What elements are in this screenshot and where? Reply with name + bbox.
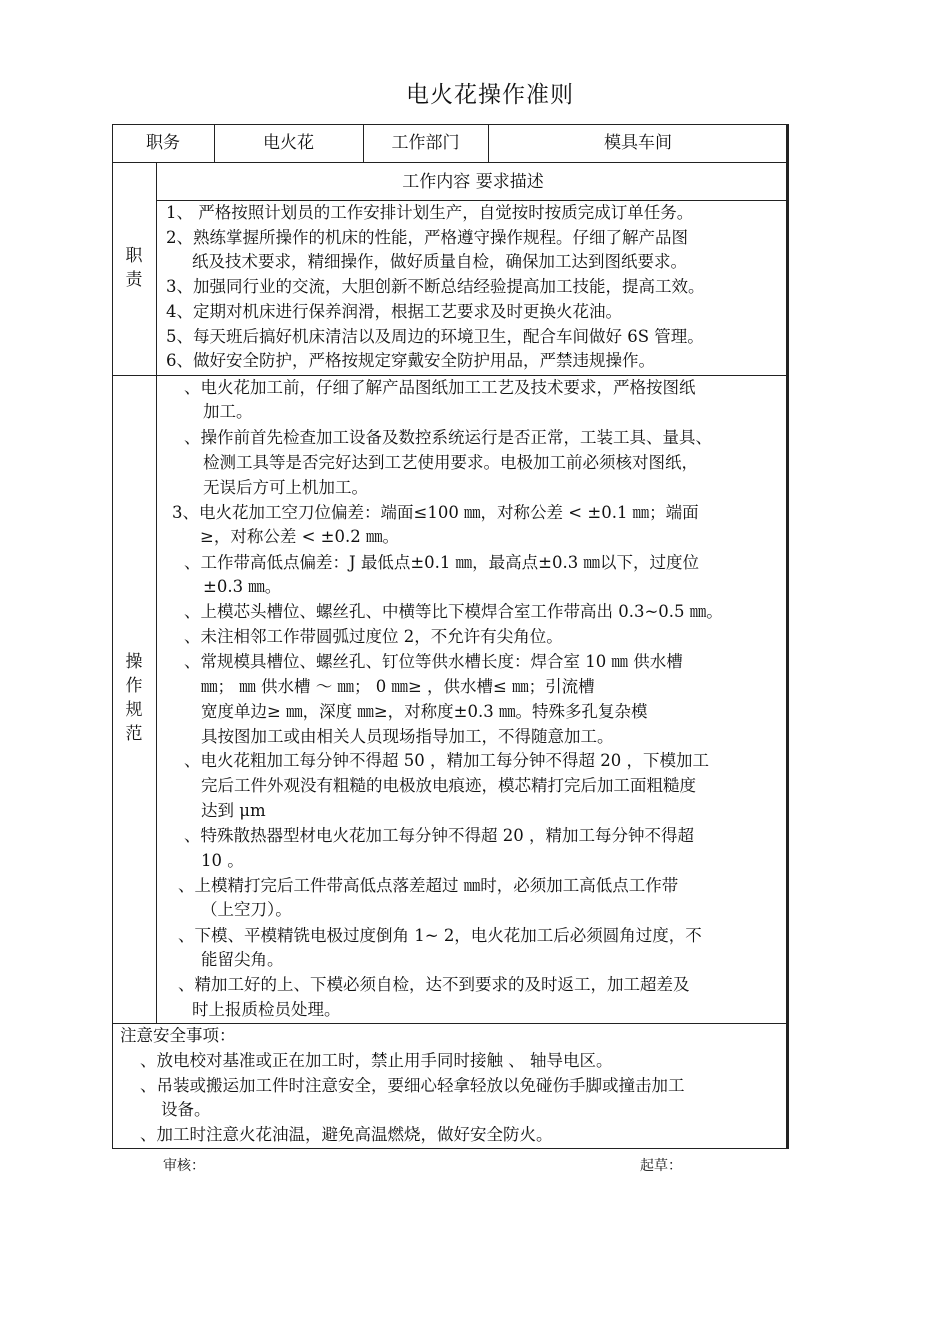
safety-line: 、放电校对基准或正在加工时，禁止用手同时接触 、 轴导电区。 — [140, 1051, 613, 1070]
content-header: 工作内容 要求描述 — [402, 172, 544, 192]
department-value: 模具车间 — [604, 133, 672, 153]
duty-line: 纸及技术要求，精细操作，做好质量自检，确保加工达到图纸要求。 — [192, 252, 687, 271]
ops-line: 、精加工好的上、下模必须自检，达不到要求的及时返工，加工超差及 — [178, 975, 690, 994]
table-rule — [156, 162, 157, 1023]
ops-line: 、未注相邻工作带圆弧过度位 2，不允许有尖角位。 — [184, 627, 563, 646]
ops-line: 、常规模具槽位、螺丝孔、钉位等供水槽长度：焊合室 10 ㎜ 供水槽 — [184, 652, 683, 671]
safety-heading: 注意安全事项： — [120, 1026, 236, 1045]
ops-label-char: 作 — [125, 676, 143, 696]
duty-line: 1、 严格按照计划员的工作安排计划生产，自觉按时按质完成订单任务。 — [166, 203, 694, 222]
table-rule — [157, 200, 789, 201]
ops-line: 10 。 — [201, 851, 244, 870]
duties-label-char: 责 — [125, 270, 143, 290]
ops-line: 时上报质检员处理。 — [192, 1000, 341, 1019]
ops-line: 、电火花粗加工每分钟不得超 50 ，精加工每分钟不得超 20 ，下模加工 — [184, 751, 709, 770]
duty-line: 4、定期对机床进行保养润滑，根据工艺要求及时更换火花油。 — [166, 302, 622, 321]
ops-line: ±0.3 ㎜。 — [203, 577, 282, 596]
ops-line: 3、电火花加工空刀位偏差：端面≤100 ㎜，对称公差 < ±0.1 ㎜；端面 — [172, 503, 699, 522]
ops-line: 、电火花加工前，仔细了解产品图纸加工工艺及技术要求，严格按图纸 — [184, 378, 696, 397]
safety-line: 设备。 — [161, 1100, 211, 1119]
ops-line: 宽度单边≥ ㎜，深度 ㎜≥，对称度±0.3 ㎜。特殊多孔复杂模 — [201, 702, 648, 721]
table-rule — [112, 375, 789, 376]
position-label: 职务 — [146, 133, 180, 153]
ops-line: 达到 μm — [201, 801, 266, 820]
ops-line: 能留尖角。 — [201, 950, 284, 969]
duties-label-char: 职 — [125, 246, 143, 266]
review-label: 审核： — [163, 1158, 205, 1174]
document-title: 电火花操作准则 — [406, 82, 574, 108]
duties-label — [123, 244, 145, 292]
table-rule — [112, 1023, 789, 1024]
ops-line: 、操作前首先检查加工设备及数控系统运行是否正常，工装工具、量具、 — [184, 428, 712, 447]
department-label: 工作部门 — [391, 133, 460, 153]
ops-label-char: 规 — [125, 700, 143, 720]
table-rule — [112, 162, 789, 163]
draft-label: 起草： — [640, 1158, 682, 1174]
duty-line: 2、熟练掌握所操作的机床的性能，严格遵守操作规程。仔细了解产品图 — [166, 228, 688, 247]
ops-line: 无误后方可上机加工。 — [203, 478, 368, 497]
ops-line: ≥，对称公差 < ±0.2 ㎜。 — [200, 527, 399, 546]
safety-line: 、吊装或搬运加工件时注意安全，要细心轻拿轻放以免碰伤手脚或撞击加工 — [140, 1076, 685, 1095]
ops-line: 加工。 — [203, 402, 253, 421]
ops-line: 具按图加工或由相关人员现场指导加工，不得随意加工。 — [201, 727, 614, 746]
ops-line: （上空刀）。 — [201, 900, 292, 919]
ops-line: 、特殊散热器型材电火花加工每分钟不得超 20 ，精加工每分钟不得超 — [184, 826, 694, 845]
duty-line: 6、做好安全防护，严格按规定穿戴安全防护用品，严禁违规操作。 — [166, 351, 655, 370]
duty-line: 5、每天班后搞好机床清洁以及周边的环境卫生，配合车间做好 6S 管理。 — [166, 327, 704, 346]
ops-line: 、上模精打完后工件带高低点落差超过 ㎜时，必须加工高低点工作带 — [178, 876, 679, 895]
ops-line: ㎜； ㎜ 供水槽 ～ ㎜； 0 ㎜≥ ，供水槽≤ ㎜；引流槽 — [201, 677, 595, 696]
ops-line: 、工作带高低点偏差：J 最低点±0.1 ㎜，最高点±0.3 ㎜以下，过度位 — [184, 553, 699, 572]
ops-label-char: 范 — [125, 724, 143, 744]
safety-line: 、加工时注意火花油温，避免高温燃烧，做好安全防火。 — [140, 1125, 553, 1144]
ops-line: 、上模芯头槽位、螺丝孔、中横等比下模焊合室工作带高出 0.3~0.5 ㎜。 — [184, 602, 723, 621]
ops-line: 检测工具等是否完好达到工艺使用要求。电极加工前必须核对图纸， — [203, 453, 698, 472]
ops-line: 、下模、平模精铣电极过度倒角 1~ 2，电火花加工后必须圆角过度，不 — [178, 926, 702, 945]
ops-label-char: 操 — [125, 652, 143, 672]
ops-label — [123, 650, 145, 746]
duty-line: 3、加强同行业的交流，大胆创新不断总结经验提高加工技能，提高工效。 — [166, 277, 705, 296]
position-value: 电火花 — [263, 133, 314, 153]
ops-line: 完后工件外观没有粗糙的电极放电痕迹，模芯精打完后加工面粗糙度 — [201, 776, 696, 795]
